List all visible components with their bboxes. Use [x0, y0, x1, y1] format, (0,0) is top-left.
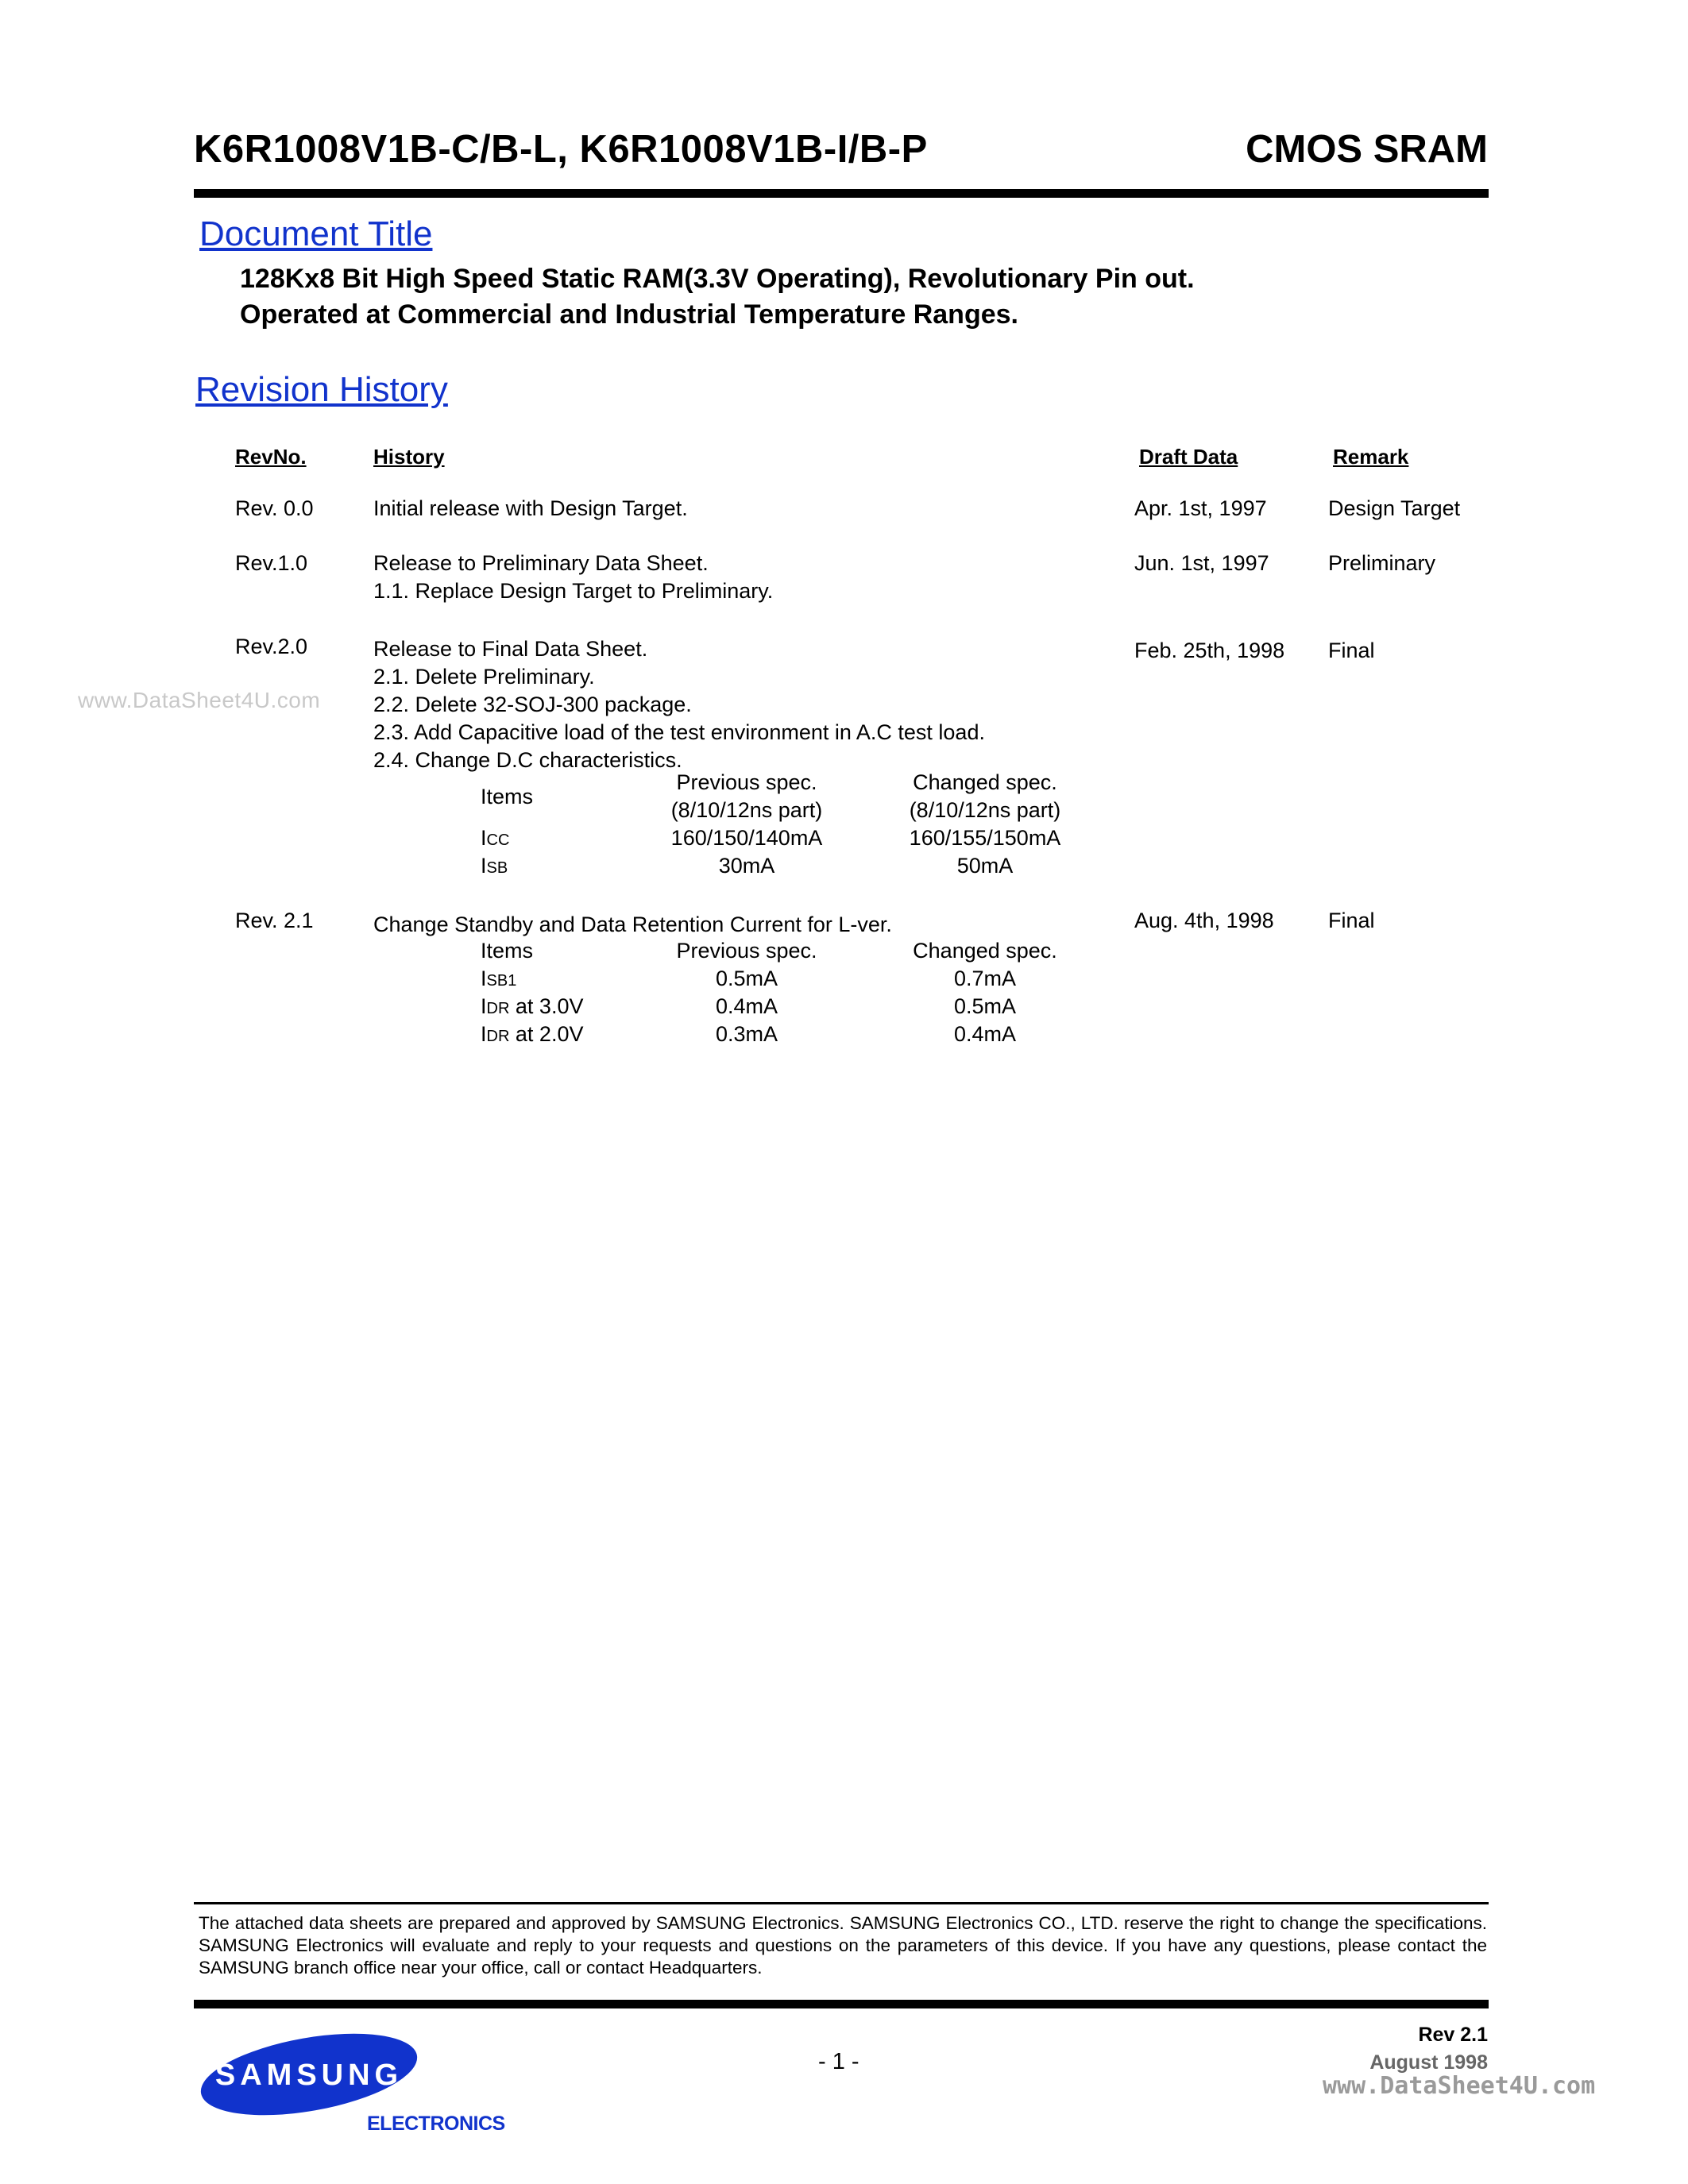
history-line: Change Standby and Data Retention Current for L-ver.: [373, 913, 892, 936]
watermark-bottom: www.DataSheet4U.com: [1323, 2072, 1596, 2100]
spec-item-isb1: [481, 965, 516, 995]
header-rule: [194, 189, 1489, 198]
document-title-heading: Document Title: [199, 214, 433, 253]
spec-changed-value: 50mA: [956, 854, 1014, 878]
history-entry: [373, 550, 773, 605]
history-entry: [373, 495, 688, 523]
history-line: 2.2. Delete 32-SOJ-300 package.: [373, 693, 692, 716]
samsung-logo: [194, 2029, 424, 2116]
rev-number: Rev. 0.0: [235, 496, 314, 520]
spec-prev-head: [635, 769, 858, 824]
spec-prev-title: Previous spec.: [676, 939, 817, 963]
spec-changed-title: Changed spec.: [913, 770, 1057, 794]
spec-changed-value: 160/155/150mA: [909, 826, 1061, 850]
spec-prev-value: 0.5mA: [715, 967, 778, 990]
column-head-remark: Remark: [1333, 445, 1409, 469]
spec-item-isb: [481, 852, 508, 882]
page-number: - 1 -: [818, 2049, 859, 2074]
watermark-left: www.DataSheet4U.com: [78, 688, 321, 712]
column-head-rev: RevNo.: [235, 445, 307, 469]
history-line: 1.1. Replace Design Target to Preliminary.: [373, 579, 774, 603]
spec-suffix: at 3.0V: [509, 994, 584, 1018]
history-entry: [373, 911, 892, 939]
spec-subscript: SB1: [486, 972, 517, 990]
draft-date: Feb. 25th, 1998: [1134, 639, 1285, 662]
spec-prev-value: 30mA: [718, 854, 775, 878]
footer-notice: The attached data sheets are prepared and approved by SAMSUNG Electronics. SAMSUNG Electronics CO., LTD. reserve the right to change the specifications. SAMSUNG Electronics will evaluate and reply to your requests and questions on the parameters of this device. If you have any questions, please contact the SAMSUNG branch office near your office, call or contact Headquarters.: [199, 1913, 1487, 1978]
spec-suffix: at 2.0V: [509, 1022, 584, 1046]
spec-symbol: I: [481, 967, 487, 990]
spec-subscript: SB: [486, 859, 508, 877]
history-line: Release to Preliminary Data Sheet.: [373, 551, 709, 575]
column-head-history: History: [373, 445, 445, 469]
revision-history-heading: Revision History: [195, 370, 448, 409]
remark: Final: [1328, 639, 1375, 662]
remark: Design Target: [1328, 496, 1461, 520]
part-numbers-header: K6R1008V1B-C/B-L, K6R1008V1B-I/B-P: [194, 128, 928, 171]
document-title-line-2: Operated at Commercial and Industrial Temperature Ranges.: [240, 299, 1018, 330]
spec-symbol: I: [481, 1022, 487, 1046]
category-header: CMOS SRAM: [1246, 128, 1488, 171]
rev-number: Rev.1.0: [235, 551, 308, 575]
spec-changed-title: Changed spec.: [913, 939, 1057, 963]
history-line: 2.4. Change D.C characteristics.: [373, 748, 682, 772]
spec-item-icc: [481, 824, 509, 855]
remark: Final: [1328, 909, 1375, 932]
spec-symbol: I: [481, 854, 487, 878]
spec-symbol: I: [481, 994, 487, 1018]
footer-revision: Rev 2.1: [1418, 2024, 1488, 2046]
spec-prev-value: 0.4mA: [715, 994, 778, 1018]
draft-date: Jun. 1st, 1997: [1134, 551, 1269, 575]
spec-subscript: DR: [486, 1000, 510, 1017]
spec-changed-value: 0.7mA: [953, 967, 1017, 990]
spec-changed-head: [874, 769, 1096, 824]
spec-changed-subtitle: (8/10/12ns part): [909, 798, 1061, 822]
document-title-line-1: 128Kx8 Bit High Speed Static RAM(3.3V Operating), Revolutionary Pin out.: [240, 264, 1195, 294]
spec-subscript: CC: [486, 832, 510, 849]
spec-subscript: DR: [486, 1028, 510, 1045]
history-line: 2.3. Add Capacitive load of the test environment in A.C test load.: [373, 720, 985, 744]
samsung-electronics-wordmark: ELECTRONICS: [367, 2113, 505, 2135]
spec-items-head: Items: [481, 785, 534, 808]
history-line: Release to Final Data Sheet.: [373, 637, 648, 661]
spec-item-idr-2v: [481, 1021, 583, 1051]
samsung-logo-text: SAMSUNG: [214, 2059, 404, 2092]
history-line: 2.1. Delete Preliminary.: [373, 665, 595, 689]
spec-symbol: I: [481, 826, 487, 850]
spec-prev-value: 160/150/140mA: [670, 826, 823, 850]
history-entry: [373, 635, 985, 774]
footer-date: August 1998: [1369, 2051, 1488, 2074]
spec-prev-subtitle: (8/10/12ns part): [670, 798, 823, 822]
spec-prev-title: Previous spec.: [676, 770, 817, 794]
footer-rule-top: [194, 1902, 1489, 1904]
spec-changed-value: 0.4mA: [953, 1022, 1017, 1046]
draft-date: Apr. 1st, 1997: [1134, 496, 1267, 520]
spec-items-head: Items: [481, 939, 534, 963]
spec-prev-value: 0.3mA: [715, 1022, 778, 1046]
footer-rule-bottom: [194, 2000, 1489, 2008]
rev-number: Rev. 2.1: [235, 909, 314, 932]
history-line: Initial release with Design Target.: [373, 496, 688, 520]
column-head-draft: Draft Data: [1139, 445, 1238, 469]
draft-date: Aug. 4th, 1998: [1134, 909, 1274, 932]
spec-changed-value: 0.5mA: [953, 994, 1017, 1018]
remark: Preliminary: [1328, 551, 1436, 575]
spec-item-idr-3v: [481, 993, 583, 1023]
rev-number: Rev.2.0: [235, 635, 308, 658]
